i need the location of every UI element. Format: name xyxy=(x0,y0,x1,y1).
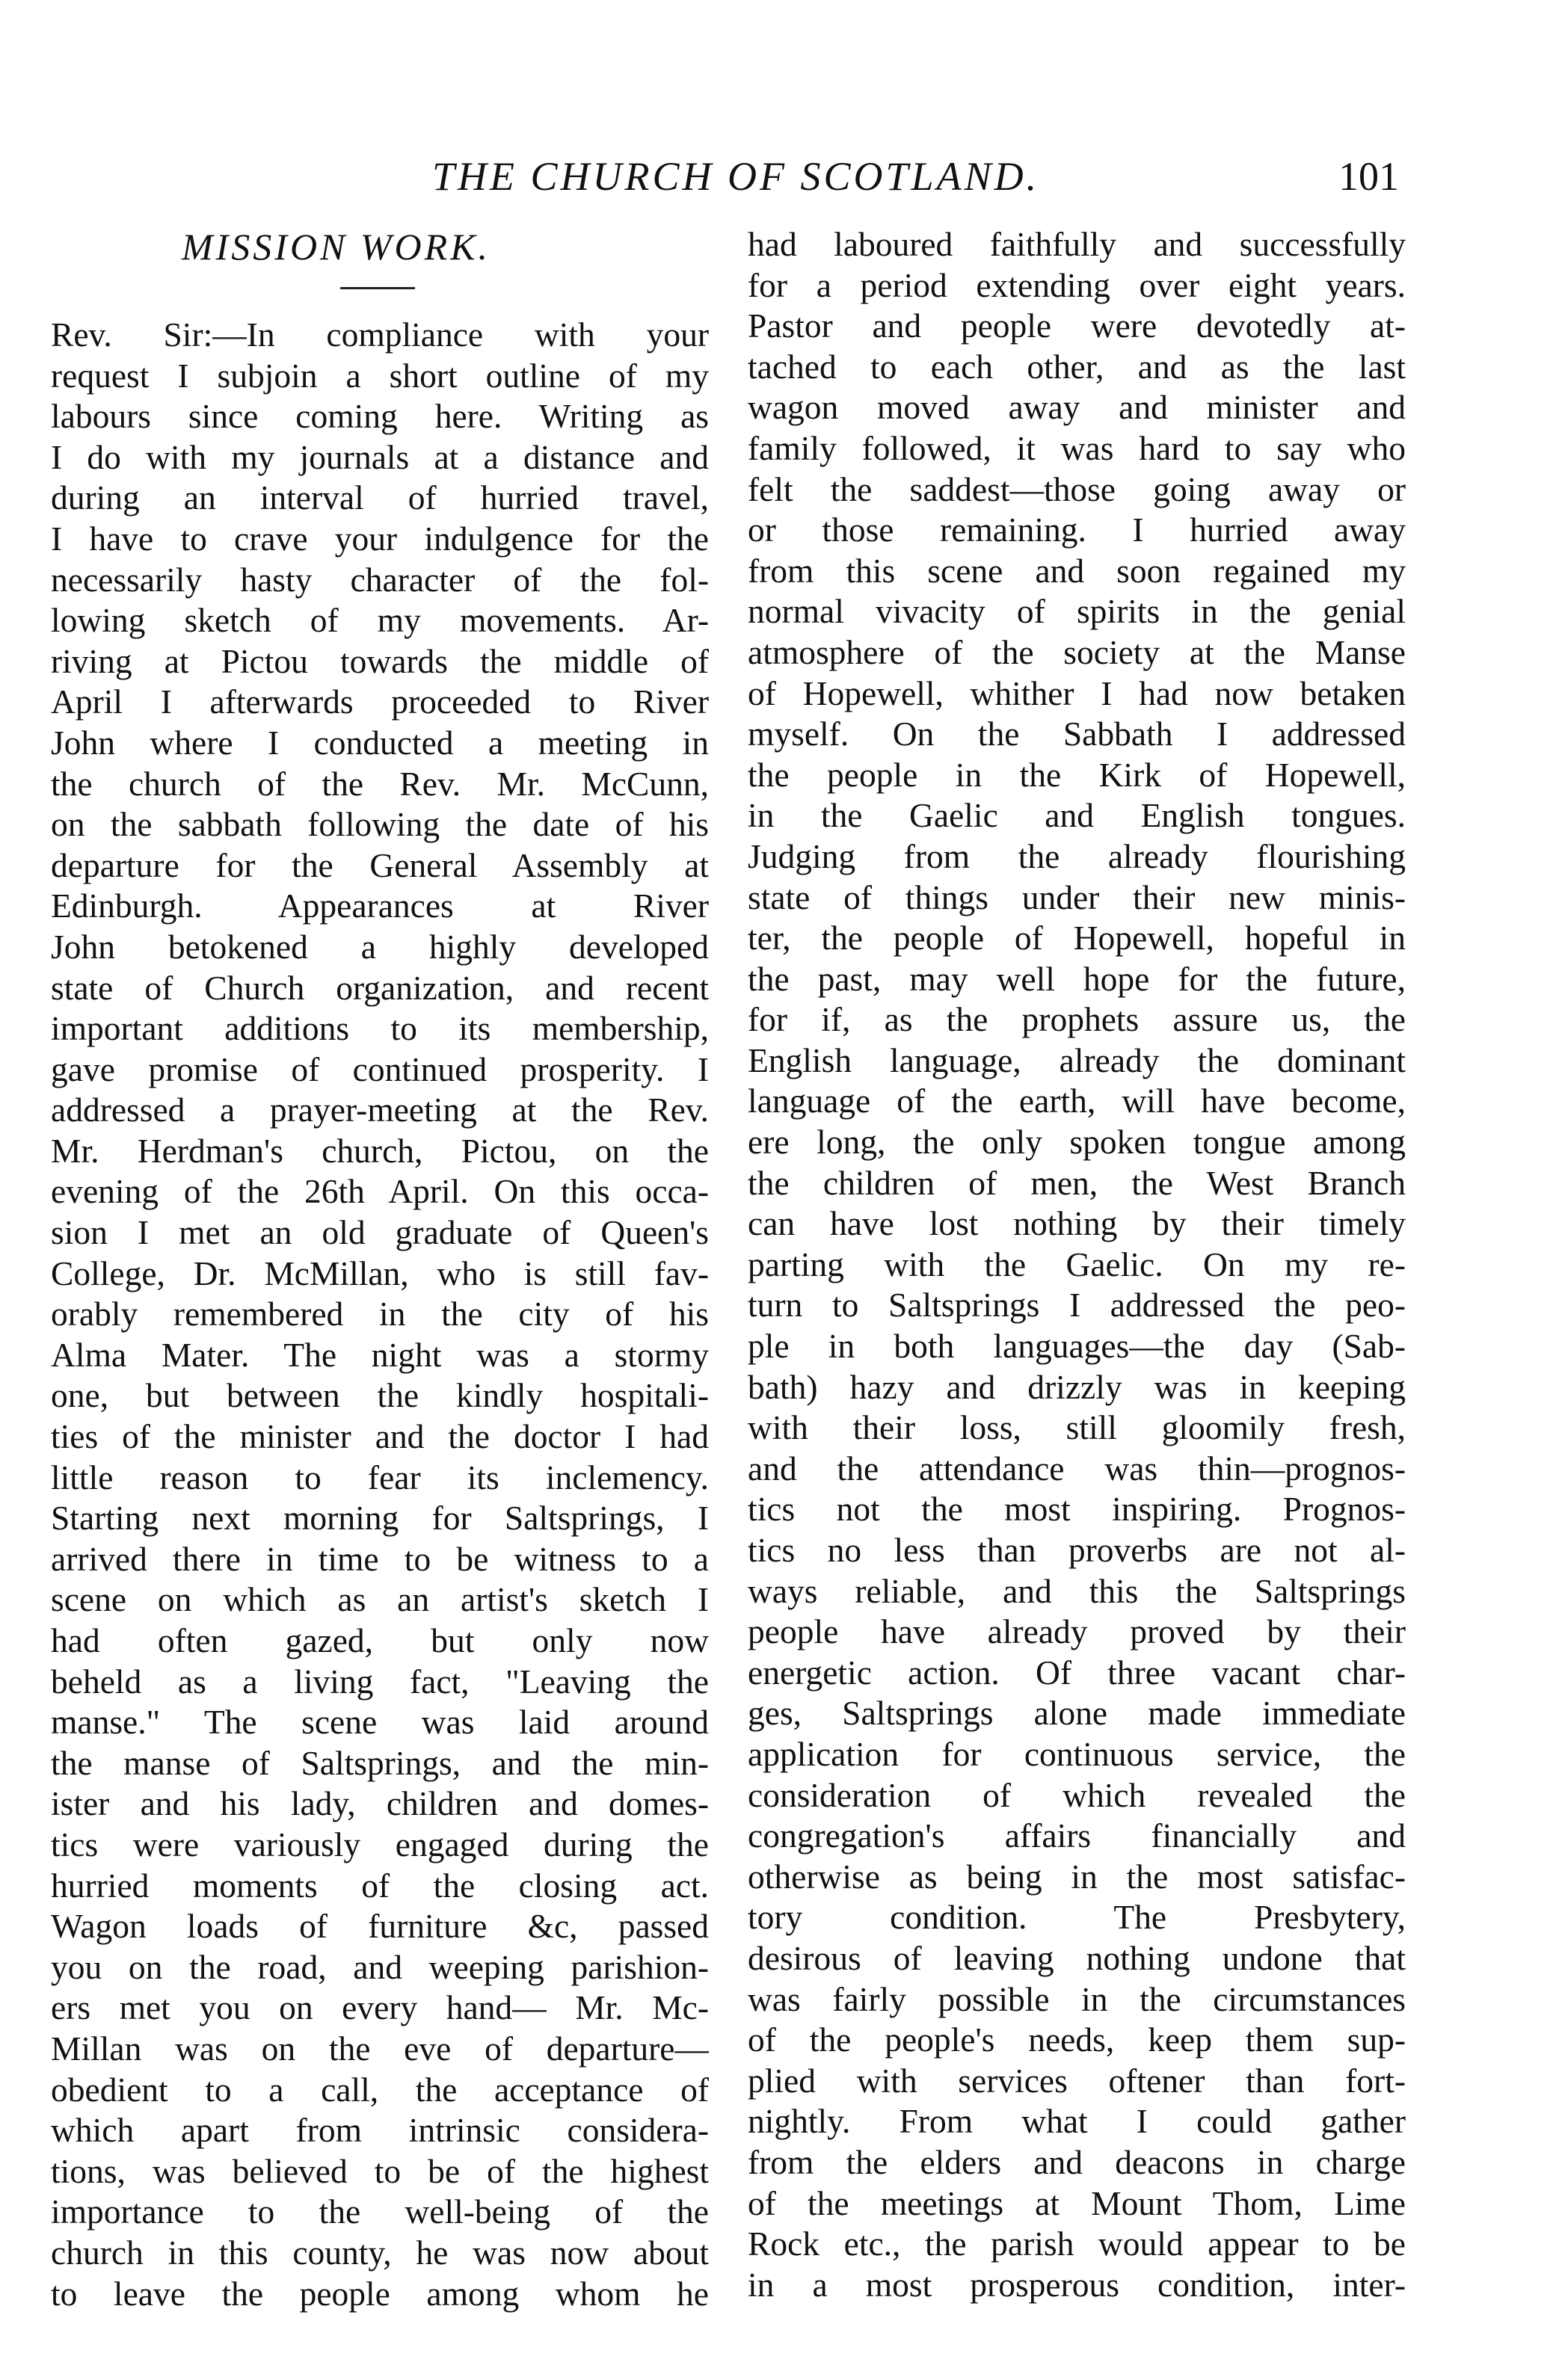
text-line: otherwise as being in the most satisfac- xyxy=(748,1857,1406,1896)
text-line: energetic action. Of three vacant char- xyxy=(748,1653,1406,1692)
text-line: labours since coming here. Writing as xyxy=(51,397,709,436)
text-line: one, but between the kindly hospitali- xyxy=(51,1376,709,1415)
text-line: can have lost nothing by their timely xyxy=(748,1204,1406,1243)
text-line: Pastor and people were devotedly at- xyxy=(748,306,1406,345)
text-line: state of Church organization, and recent xyxy=(51,968,709,1007)
text-line: arrived there in time to be witness to a xyxy=(51,1539,709,1578)
text-line: parting with the Gaelic. On my re- xyxy=(748,1245,1406,1283)
text-line: desirous of leaving nothing undone that xyxy=(748,1938,1406,1977)
text-line: ers met you on every hand— Mr. Mc- xyxy=(51,1988,709,2027)
text-line: congregation's affairs financially and xyxy=(748,1816,1406,1855)
text-line: from the elders and deacons in charge xyxy=(748,2142,1406,2181)
text-line: Alma Mater. The night was a stormy xyxy=(51,1335,709,1374)
text-line: of the people's needs, keep them sup- xyxy=(748,2020,1406,2059)
text-line: importance to the well-being of the xyxy=(51,2192,709,2231)
text-line: riving at Pictou towards the middle of xyxy=(51,641,709,680)
text-line: obedient to a call, the acceptance of xyxy=(51,2070,709,2109)
text-line: had often gazed, but only now xyxy=(51,1621,709,1659)
text-line: Millan was on the eve of departure— xyxy=(51,2029,709,2068)
text-line: I have to crave your indulgence for the xyxy=(51,519,709,558)
text-line: tory condition. The Presbytery, xyxy=(748,1898,1406,1937)
right-column xyxy=(748,224,1406,2305)
text-line: scene on which as an artist's sketch I xyxy=(51,1580,709,1619)
text-line: tics no less than proverbs are not al- xyxy=(748,1531,1406,1569)
text-line: myself. On the Sabbath I addressed xyxy=(748,715,1406,753)
text-line: evening of the 26th April. On this occa- xyxy=(51,1172,709,1211)
running-head xyxy=(0,153,1556,206)
text-line: tics not the most inspiring. Prognos- xyxy=(748,1490,1406,1529)
text-line: beheld as a living fact, "Leaving the xyxy=(51,1662,709,1701)
text-line: lowing sketch of my movements. Ar- xyxy=(51,601,709,640)
text-line: of the meetings at Mount Thom, Lime xyxy=(748,2183,1406,2222)
text-line: language of the earth, will have become, xyxy=(748,1082,1406,1120)
text-line: necessarily hasty character of the fol- xyxy=(51,560,709,599)
text-line: the church of the Rev. Mr. McCunn, xyxy=(51,764,709,803)
text-line: in the Gaelic and English tongues. xyxy=(748,796,1406,835)
text-line: orably remembered in the city of his xyxy=(51,1295,709,1334)
page-number: 101 xyxy=(1338,154,1399,199)
text-line: tached to each other, and as the last xyxy=(748,347,1406,386)
text-line: ways reliable, and this the Saltsprings xyxy=(748,1571,1406,1610)
section-heading: MISSION WORK. xyxy=(182,226,491,268)
text-line: Rock etc., the parish would appear to be xyxy=(748,2225,1406,2263)
text-line: the children of men, the West Branch xyxy=(748,1163,1406,1202)
left-column-text xyxy=(51,315,709,2314)
text-line: was fairly possible in the circumstances xyxy=(748,1979,1406,2018)
text-line: bath) hazy and drizzly was in keeping xyxy=(748,1367,1406,1406)
text-line: important additions to its membership, xyxy=(51,1009,709,1048)
text-line: the people in the Kirk of Hopewell, xyxy=(748,755,1406,794)
text-line: you on the road, and weeping parishion- xyxy=(51,1947,709,1986)
text-line: family followed, it was hard to say who xyxy=(748,428,1406,467)
text-line: Rev. Sir:—In compliance with your xyxy=(51,315,709,354)
left-column xyxy=(51,224,709,2314)
text-line: John betokened a highly developed xyxy=(51,927,709,966)
text-line: felt the saddest—those going away or xyxy=(748,469,1406,508)
text-line: application for continuous service, the xyxy=(748,1734,1406,1773)
text-line: sion I met an old graduate of Queen's xyxy=(51,1213,709,1252)
text-line: normal vivacity of spirits in the genial xyxy=(748,592,1406,631)
text-line: with their loss, still gloomily fresh, xyxy=(748,1408,1406,1447)
text-line: church in this county, he was now about xyxy=(51,2233,709,2272)
text-line: request I subjoin a short outline of my xyxy=(51,356,709,395)
text-line: nightly. From what I could gather xyxy=(748,2102,1406,2141)
text-line: plied with services oftener than fort- xyxy=(748,2061,1406,2100)
text-line: atmosphere of the society at the Manse xyxy=(748,632,1406,671)
text-line: and the attendance was thin—prognos- xyxy=(748,1449,1406,1488)
text-line: from this scene and soon regained my xyxy=(748,551,1406,590)
text-line: tions, was believed to be of the highest xyxy=(51,2151,709,2190)
text-line: ties of the minister and the doctor I had xyxy=(51,1417,709,1456)
text-line: of Hopewell, whither I had now betaken xyxy=(748,673,1406,712)
text-line: ple in both languages—the day (Sab- xyxy=(748,1327,1406,1366)
text-line: or those remaining. I hurried away xyxy=(748,511,1406,549)
text-line: addressed a prayer-meeting at the Rev. xyxy=(51,1091,709,1129)
text-line: people have already proved by their xyxy=(748,1612,1406,1651)
text-line: tics were variously engaged during the xyxy=(51,1825,709,1863)
text-line: Judging from the already flourishing xyxy=(748,836,1406,875)
text-line: the past, may well hope for the future, xyxy=(748,959,1406,998)
text-line: ges, Saltsprings alone made immediate xyxy=(748,1694,1406,1733)
text-line: during an interval of hurried travel, xyxy=(51,478,709,517)
text-line: departure for the General Assembly at xyxy=(51,845,709,884)
text-line: consideration of which revealed the xyxy=(748,1775,1406,1814)
text-line: turn to Saltsprings I addressed the peo- xyxy=(748,1286,1406,1325)
text-line: state of things under their new minis- xyxy=(748,878,1406,916)
text-line: Wagon loads of furniture &c, passed xyxy=(51,1907,709,1946)
text-line: to leave the people among whom he xyxy=(51,2274,709,2313)
text-line: Mr. Herdman's church, Pictou, on the xyxy=(51,1131,709,1170)
right-column-text xyxy=(748,224,1406,2305)
heading-rule xyxy=(340,287,415,289)
text-line: April I afterwards proceeded to River xyxy=(51,682,709,721)
text-line: John where I conducted a meeting in xyxy=(51,723,709,762)
text-line: English language, already the dominant xyxy=(748,1041,1406,1079)
text-line: ister and his lady, children and domes- xyxy=(51,1784,709,1823)
running-title: THE CHURCH OF SCOTLAND. xyxy=(432,154,1040,199)
text-line: ter, the people of Hopewell, hopeful in xyxy=(748,919,1406,958)
text-line: in a most prosperous condition, inter- xyxy=(748,2265,1406,2304)
text-line: I do with my journals at a distance and xyxy=(51,437,709,476)
text-line: Starting next morning for Saltsprings, I xyxy=(51,1499,709,1538)
text-line: on the sabbath following the date of his xyxy=(51,805,709,844)
text-line: Edinburgh. Appearances at River xyxy=(51,887,709,925)
text-line: for if, as the prophets assure us, the xyxy=(748,1000,1406,1039)
text-line: wagon moved away and minister and xyxy=(748,388,1406,427)
text-line: which apart from intrinsic considera- xyxy=(51,2111,709,2150)
text-line: ere long, the only spoken tongue among xyxy=(748,1123,1406,1162)
text-line: hurried moments of the closing act. xyxy=(51,1866,709,1905)
text-line: little reason to fear its inclemency. xyxy=(51,1458,709,1496)
text-line: for a period extending over eight years. xyxy=(748,265,1406,304)
text-line: the manse of Saltsprings, and the min- xyxy=(51,1743,709,1782)
text-line: College, Dr. McMillan, who is still fav- xyxy=(51,1254,709,1292)
text-line: manse." The scene was laid around xyxy=(51,1703,709,1742)
text-line: gave promise of continued prosperity. I xyxy=(51,1049,709,1088)
text-line: had laboured faithfully and successfully xyxy=(748,225,1406,263)
